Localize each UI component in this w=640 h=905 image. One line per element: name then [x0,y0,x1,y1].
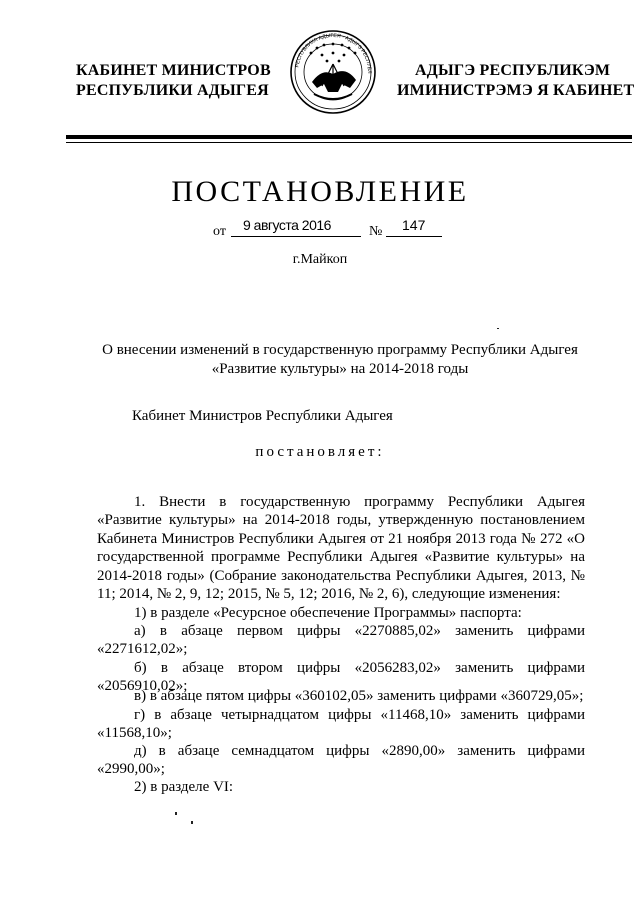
scan-speck [497,328,499,329]
paragraph-8: 2) в разделе VI: [134,779,234,795]
paragraph-1: 1. Внести в государственную программу Республики Адыгея «Развитие культуры» на 2014-2018 годы, утвержденную постановлением Кабинета Министров Республики Адыгея от 21 ноября 2013 года № 272 «О государственной программе Республики Адыгея «Развитие культуры» на 2014-2018 годы» (Собрание законодательства Республики Адыгея, 2013, № 11; 2014, № 2, 9, 12; 2015, № 5, 12; 2016, № 2, 6), следующие изменения: [97,494,585,603]
paragraph-6: г) в абзаце четырнадцатом цифры «11468,10» заменить цифрами «11568,10»; [97,707,585,742]
header-rule-thick [66,135,632,139]
date-prefix: от [213,224,226,239]
paragraph-5: в) в абзаце пятом цифры «360102,05» заменить цифрами «360729,05»; [134,688,584,704]
document-title: ПОСТАНОВЛЕНИЕ [171,175,469,208]
resolves-text: постановляет: [255,444,385,460]
paragraph-2: 1) в разделе «Ресурсное обеспечение Программы» паспорта: [134,605,522,621]
city: г.Майкоп [292,252,348,267]
paragraph-4: б) в абзаце втором цифры «2056283,02» заменить цифрами «2056910,02»; [97,660,585,695]
issuer-line-1: КАБИНЕТ МИНИСТРОВ [76,62,271,79]
date-value: 9 августа 2016 [243,217,331,233]
issuer-adyghe-line-1: АДЫГЭ РЕСПУБЛИКЭМ [415,62,611,79]
paragraph-3: а) в абзаце первом цифры «2270885,02» заменить цифрами «2271612,02»; [97,623,585,658]
date-number-row [0,216,640,242]
number-prefix: № [369,224,383,239]
paragraph-7: д) в абзаце семнадцатом цифры «2890,00» заменить цифрами «2990,00»; [97,743,585,778]
number-underline [386,236,442,237]
document-subject [90,341,590,379]
issuer-name-adyghe [397,61,634,101]
date-underline [231,236,361,237]
issuer-name-russian [76,61,271,101]
scan-speck [175,812,177,815]
header-rule-thin [66,142,632,143]
subject-line-1: О внесении изменений в государственную программу Республики Адыгея [102,342,578,358]
scan-speck [191,821,193,824]
issuer-adyghe-line-2: ИМИНИСТРЭМЭ Я КАБИНЕТ [397,82,635,99]
emblem-ring-text: РЕСПУБЛИКА АДЫГЕЯ · АДЫГЭ РЕСПУБЛ [294,32,373,74]
intro-text: Кабинет Министров Республики Адыгея [132,408,393,424]
issuer-line-2: РЕСПУБЛИКИ АДЫГЕЯ [76,82,269,99]
subject-line-2: «Развитие культуры» на 2014-2018 годы [211,361,469,377]
number-value: 147 [402,217,426,233]
coat-of-arms-icon [284,28,382,116]
